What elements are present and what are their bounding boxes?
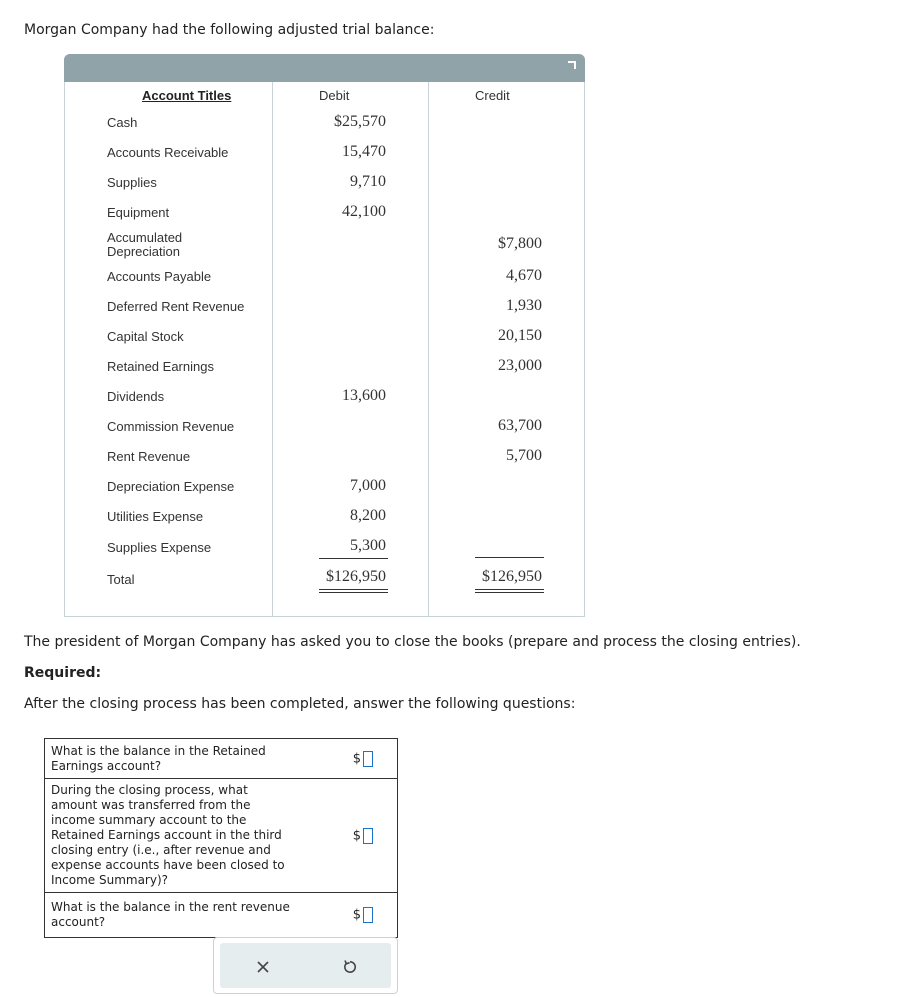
expand-corner-icon[interactable] — [567, 60, 577, 70]
question-text: What is the balance in the rent revenue account? — [45, 893, 300, 938]
debit-amount: 9,710 — [350, 173, 386, 190]
currency-symbol: $ — [352, 828, 361, 843]
account-title: Dividends — [107, 389, 165, 404]
account-title: Deferred Rent Revenue — [107, 299, 245, 314]
answer-cell — [300, 779, 398, 893]
retained-earnings-answer-input[interactable] — [363, 751, 373, 767]
credit-amount: 20,150 — [498, 327, 542, 344]
account-title: Depreciation Expense — [107, 479, 235, 494]
debit-amount: $25,570 — [334, 113, 386, 130]
credit-amount: 4,670 — [506, 267, 542, 284]
credit-amount: 23,000 — [498, 357, 542, 374]
account-title-total: Total — [107, 572, 135, 587]
account-title: Accumulated Depreciation — [107, 230, 183, 259]
column-divider — [428, 82, 429, 616]
header-credit: Credit — [475, 88, 510, 103]
answer-cell — [300, 893, 398, 938]
debit-double-rule — [319, 592, 388, 593]
column-divider — [272, 82, 273, 616]
credit-amount: 1,930 — [506, 297, 542, 314]
action-bar-inner — [220, 943, 391, 988]
account-title: Capital Stock — [107, 329, 184, 344]
header-debit: Debit — [319, 88, 350, 103]
intro-text: Morgan Company had the following adjusted trial balance: — [24, 22, 435, 38]
debit-amount: 7,000 — [350, 477, 386, 494]
header-account-titles: Account Titles — [142, 88, 232, 103]
debit-amount: 13,600 — [342, 387, 386, 404]
currency-symbol: $ — [352, 907, 361, 923]
account-title: Rent Revenue — [107, 449, 191, 464]
account-title: Cash — [107, 115, 138, 130]
debit-amount: 15,470 — [342, 143, 386, 160]
debit-total: $126,950 — [326, 568, 386, 585]
question-text: During the closing process, what amount was transferred from the income summary account to the Retained Earnings account in the third closing entry (i.e., after revenue and expense accounts have been closed to Income Summary)? — [45, 779, 300, 893]
debit-amount: 42,100 — [342, 203, 386, 220]
question-text: What is the balance in the Retained Earnings account? — [45, 739, 300, 779]
credit-total-rule — [475, 557, 544, 558]
debit-amount: 8,200 — [350, 507, 386, 524]
rent-revenue-answer-input[interactable] — [363, 907, 373, 923]
question-row — [45, 779, 398, 893]
account-title: Retained Earnings — [107, 359, 214, 374]
question-row — [45, 739, 398, 779]
account-title: Accounts Payable — [107, 269, 212, 284]
president-paragraph: The president of Morgan Company has asked you to close the books (prepare and process the closing entries). — [24, 634, 801, 650]
question-row — [45, 893, 398, 938]
debit-total-rule — [319, 558, 388, 559]
credit-double-rule — [475, 592, 544, 593]
debit-amount: 5,300 — [350, 537, 386, 554]
credit-total: $126,950 — [482, 568, 542, 585]
credit-amount: $7,800 — [498, 235, 542, 252]
answer-action-bar — [213, 937, 398, 994]
account-title: Accounts Receivable — [107, 145, 229, 160]
account-title: Supplies Expense — [107, 540, 212, 555]
trial-balance-table — [64, 54, 585, 617]
answer-cell — [300, 739, 398, 779]
income-summary-transfer-answer-input[interactable] — [363, 828, 373, 844]
after-paragraph: After the closing process has been completed, answer the following questions: — [24, 696, 576, 712]
account-title: Supplies — [107, 175, 157, 190]
reset-icon[interactable] — [340, 957, 360, 977]
table-header-bar — [64, 54, 585, 82]
currency-symbol: $ — [352, 751, 361, 766]
account-title: Commission Revenue — [107, 419, 235, 434]
questions-table — [44, 738, 398, 938]
credit-double-rule — [475, 589, 544, 590]
credit-amount: 5,700 — [506, 447, 542, 464]
account-title: Equipment — [107, 205, 170, 220]
credit-amount: 63,700 — [498, 417, 542, 434]
required-heading: Required: — [24, 665, 102, 681]
account-title: Utilities Expense — [107, 509, 204, 524]
debit-double-rule — [319, 589, 388, 590]
close-icon[interactable] — [253, 957, 273, 977]
